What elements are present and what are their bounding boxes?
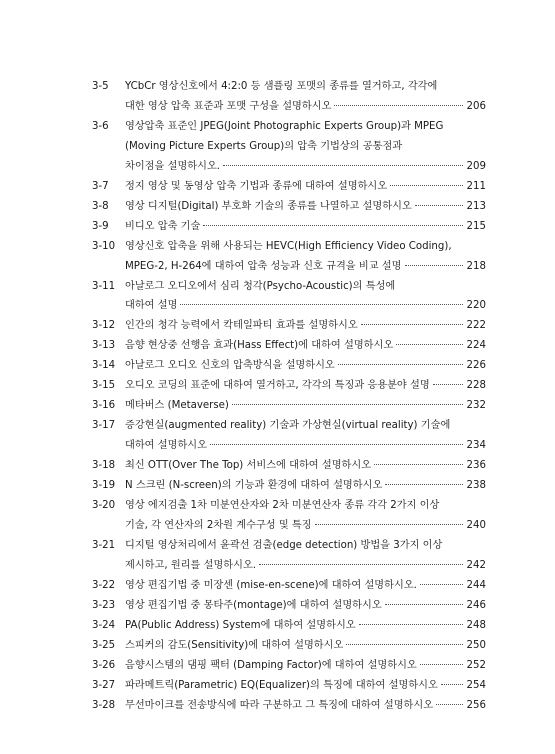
dot-leader (405, 265, 464, 266)
toc-entry-number: 3-17 (92, 420, 116, 432)
toc-entry-body (125, 496, 486, 536)
toc-entry-title: 디지털 영상처리에서 윤곽선 검출(edge detection) 방법을 3가지 이상 (125, 539, 443, 551)
toc-entry-body (125, 237, 486, 277)
toc-entry-number: 3-9 (92, 220, 109, 232)
toc-entry-number: 3-16 (92, 400, 116, 412)
toc-entry-body (125, 336, 486, 356)
toc-entry-line (125, 676, 486, 696)
toc-entry-title: 영상 에지검출 1차 미분연산자와 2차 미분연산자 종류 각각 2가지 이상 (125, 500, 440, 512)
dot-leader (210, 444, 463, 445)
toc-entry-title: 파라메트릭(Parametric) EQ(Equalizer)의 특징에 대하여 설명하시오 (125, 679, 438, 691)
dot-leader (259, 564, 463, 565)
toc-entry-line (125, 396, 486, 416)
dot-leader (315, 524, 463, 525)
toc-entry-title: 비디오 압축 기술 (125, 220, 201, 232)
toc-entry-title: 스피커의 감도(Sensitivity)에 대하여 설명하시오 (125, 639, 344, 651)
toc-entry-title: 무선마이크를 전송방식에 따라 구분하고 그 특징에 대하여 설명하시오 (125, 699, 434, 711)
toc-entry-line (125, 476, 486, 496)
toc-entry-page-number: 234 (466, 440, 486, 452)
toc-entry-body (125, 277, 486, 317)
dot-leader (441, 684, 463, 685)
toc-entry-page-number: 222 (466, 320, 486, 332)
toc-entry-title: 대하여 설명 (125, 300, 178, 312)
toc-entry-line (125, 97, 486, 117)
toc-entry-line (125, 616, 486, 636)
toc-entry-line (125, 656, 486, 676)
toc-entry-body (125, 117, 486, 177)
toc-entry-title: MPEG-2, H-264에 대하여 압축 성능과 신호 규격을 비교 설명 (125, 260, 402, 272)
toc-entry-number: 3-5 (92, 81, 109, 92)
toc-entry-title: 음향 현상중 선행음 효과(Hass Effect)에 대하여 설명하시오 (125, 340, 394, 352)
toc-entry-body (125, 536, 486, 576)
toc-entry-page-number: 252 (466, 659, 486, 671)
toc-entry-title: 아날로그 오디오에서 심리 청각(Psycho-Acoustic)의 특성에 (125, 280, 396, 292)
toc-entry-body (125, 197, 486, 217)
toc-entry (92, 117, 486, 177)
toc-entry (92, 217, 486, 237)
toc-entry-number: 3-23 (92, 599, 116, 611)
toc-entry-page-number: 218 (466, 260, 486, 272)
toc-entry-title: 영상 편집기법 중 미장센 (mise-en-scene)에 대하여 설명하시오. (125, 579, 417, 591)
dot-leader (346, 644, 463, 645)
toc-entry-number: 3-22 (92, 579, 116, 591)
toc-entry-line (125, 496, 486, 516)
toc-entry-line (125, 316, 486, 336)
toc-entry-line (125, 217, 486, 237)
toc-entry-page-number: 244 (466, 579, 486, 591)
toc-entry-number: 3-26 (92, 659, 116, 671)
toc-entry-line (125, 197, 486, 217)
toc-entry-line (125, 257, 486, 277)
toc-entry-title: 제시하고, 원리를 설명하시오. (125, 559, 257, 571)
toc-entry-line (125, 137, 486, 157)
toc-entry-line (125, 237, 486, 257)
toc-entry-body (125, 316, 486, 336)
toc-entry-body (125, 636, 486, 656)
toc-entry-title: 정지 영상 및 동영상 압축 기법과 종류에 대하여 설명하시오 (125, 180, 388, 192)
toc-entry-number: 3-14 (92, 360, 116, 372)
toc-entry (92, 536, 486, 576)
toc-entry-page-number: 242 (466, 559, 486, 571)
dot-leader (420, 584, 463, 585)
toc-entry-page-number: 213 (466, 200, 486, 212)
toc-entry-number: 3-6 (92, 120, 109, 132)
dot-leader (436, 704, 463, 705)
toc-entry-page-number: 226 (466, 360, 486, 372)
dot-leader (396, 344, 463, 345)
toc-entry (92, 237, 486, 277)
toc-entry (92, 496, 486, 536)
toc-entry (92, 696, 486, 716)
toc-entry-page-number: 248 (466, 619, 486, 631)
toc-entry-line (125, 556, 486, 576)
toc-entry-title: 기술, 각 연산자의 2차원 계수구성 및 특징 (125, 519, 312, 531)
toc-entry-body (125, 217, 486, 237)
toc-entry-title: 최신 OTT(Over The Top) 서비스에 대하여 설명하시오 (125, 460, 372, 472)
toc-entry (92, 197, 486, 217)
toc-entry-body (125, 616, 486, 636)
toc-entry (92, 177, 486, 197)
toc-entry-title: (Moving Picture Experts Group)의 압축 기법상의 공통점과 (125, 140, 403, 152)
dot-leader (420, 664, 463, 665)
toc-entry (92, 596, 486, 616)
toc-entry-line (125, 77, 486, 97)
dot-leader (334, 105, 463, 106)
toc-entry (92, 456, 486, 476)
toc-entry-title: 메타버스 (Metaverse) (125, 400, 229, 412)
toc-entry-line (125, 596, 486, 616)
toc-entry-title: 영상신호 압축을 위해 사용되는 HEVC(High Efficiency Video Coding), (125, 240, 452, 252)
toc-entry-number: 3-28 (92, 699, 116, 711)
toc-entry-title: 아날로그 오디오 신호의 압축방식을 설명하시오 (125, 360, 335, 372)
toc-entry-body (125, 77, 486, 117)
toc-entry-title: 대하여 설명하시오 (125, 440, 207, 452)
dot-leader (359, 624, 463, 625)
dot-leader (433, 384, 463, 385)
toc-entry-line (125, 277, 486, 297)
toc-entry-body (125, 596, 486, 616)
toc-entry (92, 676, 486, 696)
toc-entry-page-number: 232 (466, 400, 486, 412)
toc-entry (92, 376, 486, 396)
dot-leader (385, 604, 463, 605)
toc-entry-page-number: 240 (466, 519, 486, 531)
toc-entry (92, 416, 486, 456)
toc-entry-title: 증강현실(augmented reality) 기술과 가상현실(virtual reality) 기술에 (125, 420, 451, 432)
toc-entry (92, 656, 486, 676)
toc-entry-page-number: 254 (466, 679, 486, 691)
toc-entry-page-number: 206 (466, 100, 486, 112)
toc-entry-page-number: 250 (466, 639, 486, 651)
toc-entry-body (125, 476, 486, 496)
toc-entry-page-number: 224 (466, 340, 486, 352)
dot-leader (361, 324, 463, 325)
toc-entry-line (125, 117, 486, 137)
toc-entry-line (125, 157, 486, 177)
toc-entry-number: 3-21 (92, 539, 116, 551)
toc-entry-line (125, 516, 486, 536)
dot-leader (232, 404, 463, 405)
toc-entry-body (125, 696, 486, 716)
dot-leader (223, 165, 463, 166)
toc-entry (92, 476, 486, 496)
toc-entry-number: 3-19 (92, 480, 116, 492)
toc-entry-number: 3-18 (92, 460, 116, 472)
dot-leader (374, 464, 463, 465)
toc-entry-page-number: 209 (466, 160, 486, 172)
toc-entry-body (125, 396, 486, 416)
toc-entry-line (125, 536, 486, 556)
toc-entry-body (125, 676, 486, 696)
toc-entry-number: 3-7 (92, 180, 109, 192)
dot-leader (338, 364, 463, 365)
toc-entry (92, 356, 486, 376)
toc-entry-page-number: 256 (466, 699, 486, 711)
toc-entry-line (125, 336, 486, 356)
toc-entry-title: 영상압축 표준인 JPEG(Joint Photographic Experts Group)과 MPEG (125, 120, 444, 132)
toc-entry (92, 77, 486, 117)
toc-entry-page-number: 246 (466, 599, 486, 611)
toc-entry-line (125, 416, 486, 436)
toc-entry (92, 616, 486, 636)
toc-entry-body (125, 177, 486, 197)
toc-entry (92, 636, 486, 656)
toc-entry-body (125, 576, 486, 596)
table-of-contents (92, 77, 486, 716)
toc-entry-title: 오디오 코딩의 표준에 대하여 열거하고, 각각의 특징과 응용분야 설명 (125, 380, 430, 392)
toc-entry-line (125, 296, 486, 316)
toc-entry-number: 3-15 (92, 380, 116, 392)
toc-entry-number: 3-25 (92, 639, 116, 651)
dot-leader (415, 205, 463, 206)
toc-entry-number: 3-24 (92, 619, 116, 631)
toc-entry-line (125, 696, 486, 716)
toc-entry-number: 3-20 (92, 500, 116, 512)
toc-entry-page-number: 215 (466, 220, 486, 232)
toc-entry (92, 336, 486, 356)
toc-entry-body (125, 416, 486, 456)
toc-entry-line (125, 376, 486, 396)
toc-entry-title: 인간의 청각 능력에서 칵테일파티 효과를 설명하시오 (125, 320, 358, 332)
toc-entry (92, 396, 486, 416)
toc-entry-body (125, 656, 486, 676)
toc-entry-page-number: 238 (466, 480, 486, 492)
toc-entry-page-number: 236 (466, 460, 486, 472)
toc-entry-title: 영상 디지털(Digital) 부호화 기술의 종류를 나열하고 설명하시오 (125, 200, 412, 212)
toc-entry-line (125, 636, 486, 656)
toc-entry (92, 277, 486, 317)
toc-entry-line (125, 576, 486, 596)
toc-entry-title: 대한 영상 압축 표준과 포맷 구성을 설명하시오 (125, 100, 332, 112)
toc-entry-number: 3-10 (92, 240, 116, 252)
toc-entry-line (125, 456, 486, 476)
toc-entry-line (125, 436, 486, 456)
toc-entry-line (125, 177, 486, 197)
dot-leader (180, 304, 463, 305)
toc-entry (92, 576, 486, 596)
toc-entry-title: 영상 편집기법 중 몽타주(montage)에 대하여 설명하시오 (125, 599, 382, 611)
toc-entry-title: YCbCr 영상신호에서 4:2:0 등 샘플링 포맷의 종류를 열거하고, 각각에 (125, 81, 438, 92)
toc-entry-body (125, 356, 486, 376)
dot-leader (385, 484, 463, 485)
toc-entry-title: N 스크린 (N-screen)의 기능과 환경에 대하여 설명하시오 (125, 480, 383, 492)
toc-entry-number: 3-8 (92, 200, 109, 212)
toc-entry-page-number: 228 (466, 380, 486, 392)
toc-entry-title: PA(Public Address) System에 대하여 설명하시오 (125, 619, 356, 631)
toc-entry-number: 3-13 (92, 340, 116, 352)
dot-leader (203, 225, 463, 226)
toc-entry-page-number: 220 (466, 300, 486, 312)
toc-entry-page-number: 211 (466, 180, 486, 192)
toc-entry-number: 3-27 (92, 679, 116, 691)
toc-entry-number: 3-12 (92, 320, 116, 332)
toc-entry-body (125, 456, 486, 476)
toc-entry-line (125, 356, 486, 376)
toc-entry-title: 음향시스템의 댐핑 팩터 (Damping Factor)에 대하여 설명하시오 (125, 659, 417, 671)
toc-entry-title: 차이점을 설명하시오. (125, 160, 221, 172)
toc-entry-body (125, 376, 486, 396)
dot-leader (390, 185, 463, 186)
toc-entry (92, 316, 486, 336)
toc-entry-number: 3-11 (92, 280, 116, 292)
